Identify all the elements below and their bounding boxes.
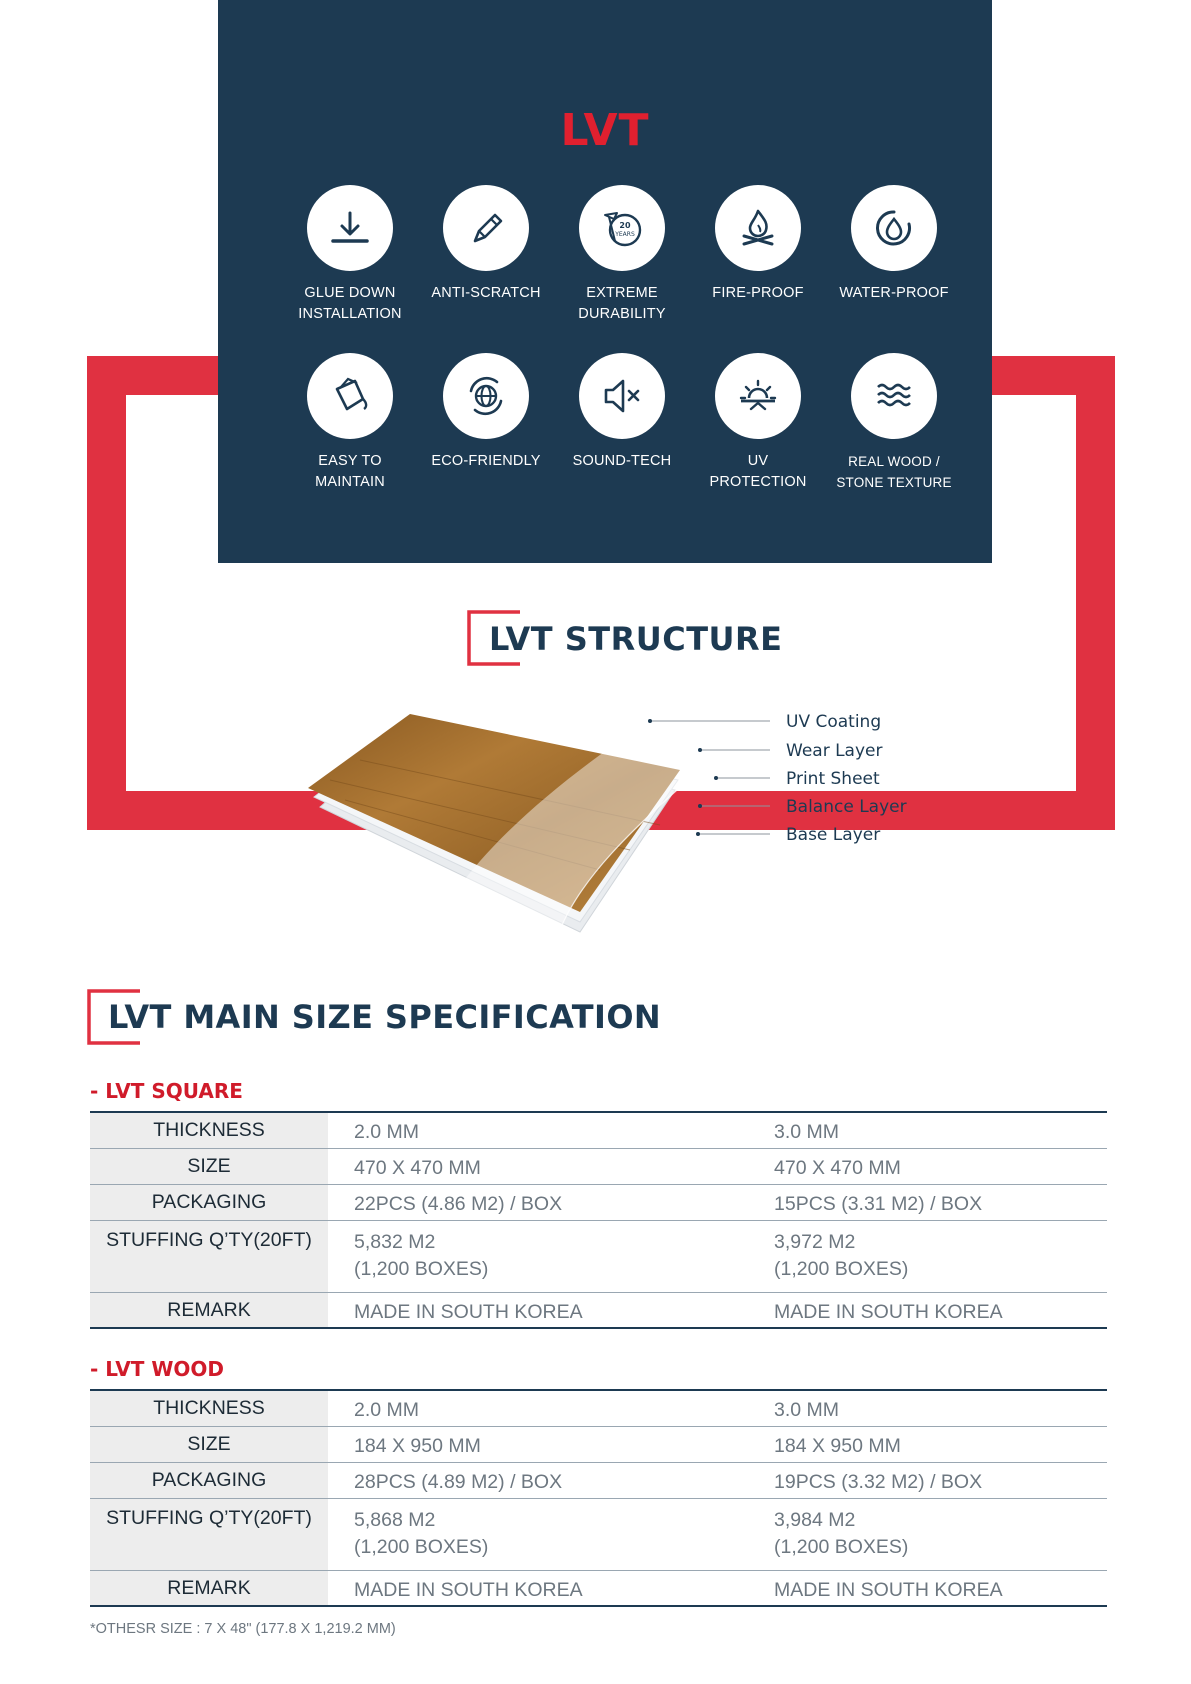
feature-easy-maintain: [282, 353, 418, 493]
layer-label-base: Base Layer: [786, 825, 881, 845]
pen-icon: [443, 185, 529, 271]
svg-text:20: 20: [619, 221, 631, 230]
feature-label: SOUND-TECH: [572, 453, 672, 469]
row-label: REMARK: [90, 1292, 328, 1328]
square-spec-table: [90, 1111, 1107, 1329]
feature-durability: [554, 185, 690, 325]
feature-label: FIRE-PROOF: [712, 285, 804, 301]
feature-water-proof: [826, 185, 962, 304]
wood-subtitle: - LVT WOOD: [90, 1357, 225, 1381]
value-2mm: 2.0 MM: [354, 1121, 420, 1143]
value-3mm: 19PCS (3.32 M2) / BOX: [774, 1462, 1107, 1498]
feature-label: ANTI-SCRATCH: [431, 285, 541, 301]
table-row: [90, 1570, 1107, 1606]
value-2mm: 5,832 M2 (1,200 BOXES): [328, 1220, 774, 1292]
structure-title: LVT STRUCTURE: [489, 620, 783, 658]
wood-spec-table: [90, 1389, 1107, 1607]
row-label: THICKNESS: [90, 1390, 328, 1426]
table-row: [90, 1148, 1107, 1184]
row-label: THICKNESS: [90, 1112, 328, 1148]
feature-glue-down: [282, 185, 418, 325]
feature-uv-protection: [690, 353, 826, 493]
layer-label-print: Print Sheet: [786, 769, 880, 789]
row-label: STUFFING Q’TY(20FT): [90, 1220, 328, 1292]
value-2mm: MADE IN SOUTH KOREA: [328, 1292, 774, 1328]
sun-icon: [715, 353, 801, 439]
footnote: *OTHESR SIZE : 7 X 48" (177.8 X 1,219.2 MM): [90, 1621, 396, 1637]
value-2mm: 184 X 950 MM: [328, 1426, 774, 1462]
feature-real-texture: [826, 353, 962, 493]
feature-label: ECO-FRIENDLY: [431, 453, 541, 469]
row-label: PACKAGING: [90, 1184, 328, 1220]
value-2mm: 28PCS (4.89 M2) / BOX: [328, 1462, 774, 1498]
table-row: [90, 1184, 1107, 1220]
value-2mm: 470 X 470 MM: [328, 1148, 774, 1184]
value-2mm: 5,868 M2 (1,200 BOXES): [328, 1498, 774, 1570]
hero-panel: [218, 0, 992, 563]
flame-icon: [715, 185, 801, 271]
feature-label: REAL WOOD / STONE TEXTURE: [836, 454, 952, 490]
spec-title: LVT MAIN SIZE SPECIFICATION: [108, 998, 662, 1036]
feature-eco-friendly: [418, 353, 554, 472]
feature-label: EXTREME DURABILITY: [578, 285, 666, 322]
waves-icon: [851, 353, 937, 439]
feature-label: GLUE DOWN INSTALLATION: [298, 285, 402, 322]
value-2mm: MADE IN SOUTH KOREA: [328, 1570, 774, 1606]
twenty-years-icon: [579, 185, 665, 271]
feature-label: UV PROTECTION: [709, 453, 807, 490]
value-3mm: 3,972 M2 (1,200 BOXES): [774, 1220, 1107, 1292]
table-row: [90, 1426, 1107, 1462]
value-3mm: MADE IN SOUTH KOREA: [774, 1292, 1107, 1328]
row-label: REMARK: [90, 1570, 328, 1606]
hero-title: LVT: [560, 105, 650, 156]
square-subtitle: - LVT SQUARE: [90, 1079, 243, 1103]
value-3mm: MADE IN SOUTH KOREA: [774, 1570, 1107, 1606]
feature-sound-tech: [554, 353, 690, 472]
row-label: SIZE: [90, 1148, 328, 1184]
paint-bucket-icon: [307, 353, 393, 439]
feature-label: EASY TO MAINTAIN: [315, 453, 385, 490]
row-label: STUFFING Q’TY(20FT): [90, 1498, 328, 1570]
table-row: [90, 1390, 1107, 1426]
table-row: [90, 1292, 1107, 1328]
download-icon: [307, 185, 393, 271]
row-label: PACKAGING: [90, 1462, 328, 1498]
table-row: [90, 1220, 1107, 1292]
speaker-mute-icon: [579, 353, 665, 439]
value-3mm: 184 X 950 MM: [774, 1426, 1107, 1462]
value-2mm: 22PCS (4.86 M2) / BOX: [328, 1184, 774, 1220]
globe-icon: [443, 353, 529, 439]
layer-label-wear: Wear Layer: [786, 741, 883, 761]
table-row: [90, 1112, 1107, 1148]
layer-label-uv-coating: UV Coating: [786, 712, 882, 732]
lvt-layers-illustration: [300, 700, 780, 950]
svg-text:YEARS: YEARS: [615, 231, 635, 238]
row-label: SIZE: [90, 1426, 328, 1462]
value-3mm: 15PCS (3.31 M2) / BOX: [774, 1184, 1107, 1220]
feature-anti-scratch: [418, 185, 554, 304]
table-row: [90, 1462, 1107, 1498]
table-row: [90, 1498, 1107, 1570]
value-2mm: 2.0 MM: [354, 1399, 420, 1421]
layer-label-balance: Balance Layer: [786, 797, 907, 817]
value-3mm: 3.0 MM: [774, 1121, 840, 1143]
water-drop-icon: [851, 185, 937, 271]
value-3mm: 470 X 470 MM: [774, 1148, 1107, 1184]
feature-fire-proof: [690, 185, 826, 304]
value-3mm: 3.0 MM: [774, 1399, 840, 1421]
feature-label: WATER-PROOF: [839, 285, 949, 301]
value-3mm: 3,984 M2 (1,200 BOXES): [774, 1498, 1107, 1570]
